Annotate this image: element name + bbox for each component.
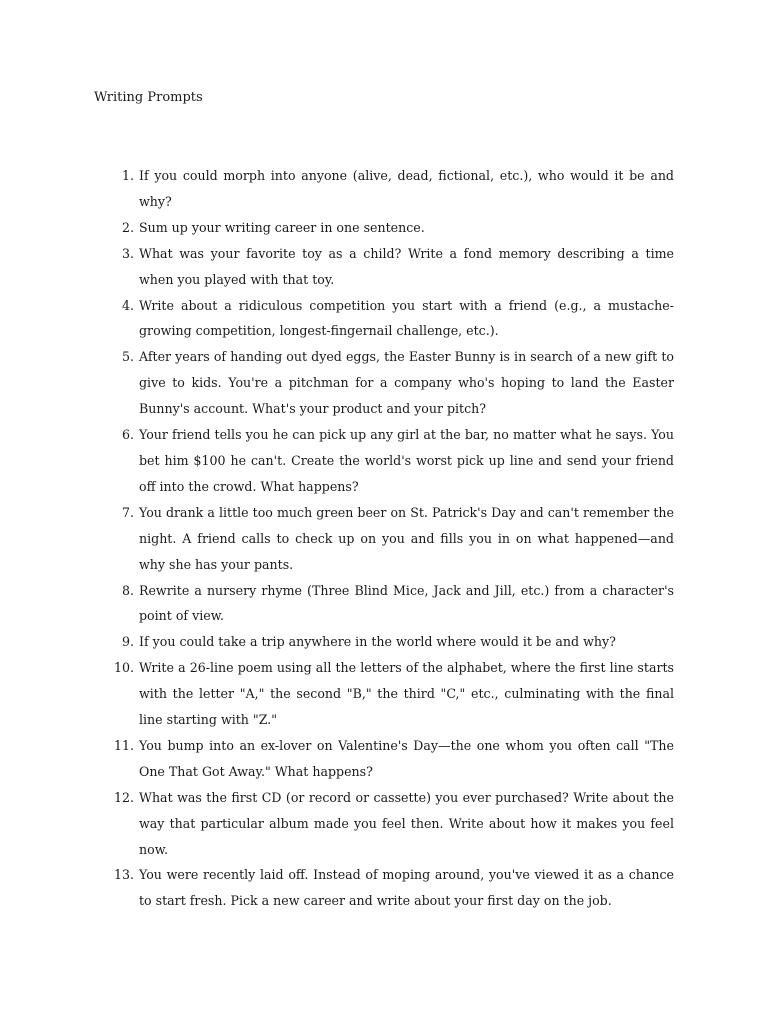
prompt-item-6: [104, 422, 674, 500]
prompt-number: 10.: [113, 660, 134, 676]
prompt-item-5: [104, 344, 674, 422]
prompt-item-2: [104, 215, 674, 241]
prompt-text: Your friend tells you he can pick up any girl at the bar, no matter what he says. You bet him $100 he can't. Create the world's worst pick up line and send your friend off into the crowd. What happens?: [139, 427, 674, 494]
prompt-text: What was the first CD (or record or cassette) you ever purchased? Write about the way that particular album made you feel then. Write about how it makes you feel now.: [139, 789, 674, 857]
prompt-text: You were recently laid off. Instead of moping around, you've viewed it as a chance to start fresh. Pick a new career and write about your first day on the job.: [139, 867, 674, 909]
prompt-number: 3.: [121, 245, 134, 261]
prompt-item-8: [104, 578, 674, 630]
prompt-number: 1.: [121, 168, 134, 183]
prompt-item-9: [104, 629, 674, 655]
prompt-text: Write a 26-line poem using all the letters of the alphabet, where the first line starts with the letter "A," the second "B," the third "C," etc., culminating with the final line starting with "Z.": [139, 660, 674, 728]
prompt-number: 9.: [121, 634, 134, 650]
prompt-number: 13.: [113, 867, 134, 883]
prompt-item-7: [104, 500, 674, 578]
prompt-number: 12.: [113, 789, 134, 805]
prompt-text: Write about a ridiculous competition you start with a friend (e.g., a mustache-growing competition, longest-fingernail challenge, etc.).: [139, 297, 674, 339]
prompt-item-1: [104, 163, 674, 215]
prompt-number: 5.: [121, 349, 134, 365]
prompt-item-13: [104, 862, 674, 914]
prompt-item-3: [104, 241, 674, 293]
prompt-text: If you could take a trip anywhere in the world where would it be and why?: [139, 634, 616, 650]
prompt-number: 11.: [113, 737, 134, 753]
prompt-number: 6.: [121, 427, 134, 443]
prompt-number: 8.: [121, 582, 134, 598]
prompt-text: You drank a little too much green beer on St. Patrick's Day and can't remember the night. A friend calls to check up on you and fills you in on what happened—and why she has your pants.: [139, 504, 674, 572]
prompt-text: What was your favorite toy as a child? Write a fond memory describing a time when you played with that toy.: [139, 245, 674, 287]
prompt-item-10: [104, 655, 674, 733]
prompt-number: 2.: [121, 219, 134, 235]
prompt-text: After years of handing out dyed eggs, the Easter Bunny is in search of a new gift to give to kids. You're a pitchman for a company who's hoping to land the Easter Bunny's account. What's your product and your pitch?: [139, 349, 674, 417]
prompt-item-11: [104, 733, 674, 785]
prompt-item-12: [104, 785, 674, 863]
prompt-text: If you could morph into anyone (alive, dead, fictional, etc.), who would it be and why?: [139, 168, 674, 209]
prompt-number: 4.: [121, 297, 134, 313]
prompt-item-4: [104, 293, 674, 345]
prompt-number: 7.: [121, 504, 134, 520]
prompt-text: Rewrite a nursery rhyme (Three Blind Mice, Jack and Jill, etc.) from a character's point of view.: [139, 582, 674, 624]
prompt-text: You bump into an ex-lover on Valentine's Day—the one whom you often call "The One That Got Away." What happens?: [139, 737, 674, 779]
document-title: Writing Prompts: [94, 90, 203, 105]
prompt-list: [104, 163, 674, 914]
prompt-text: Sum up your writing career in one sentence.: [139, 219, 425, 235]
